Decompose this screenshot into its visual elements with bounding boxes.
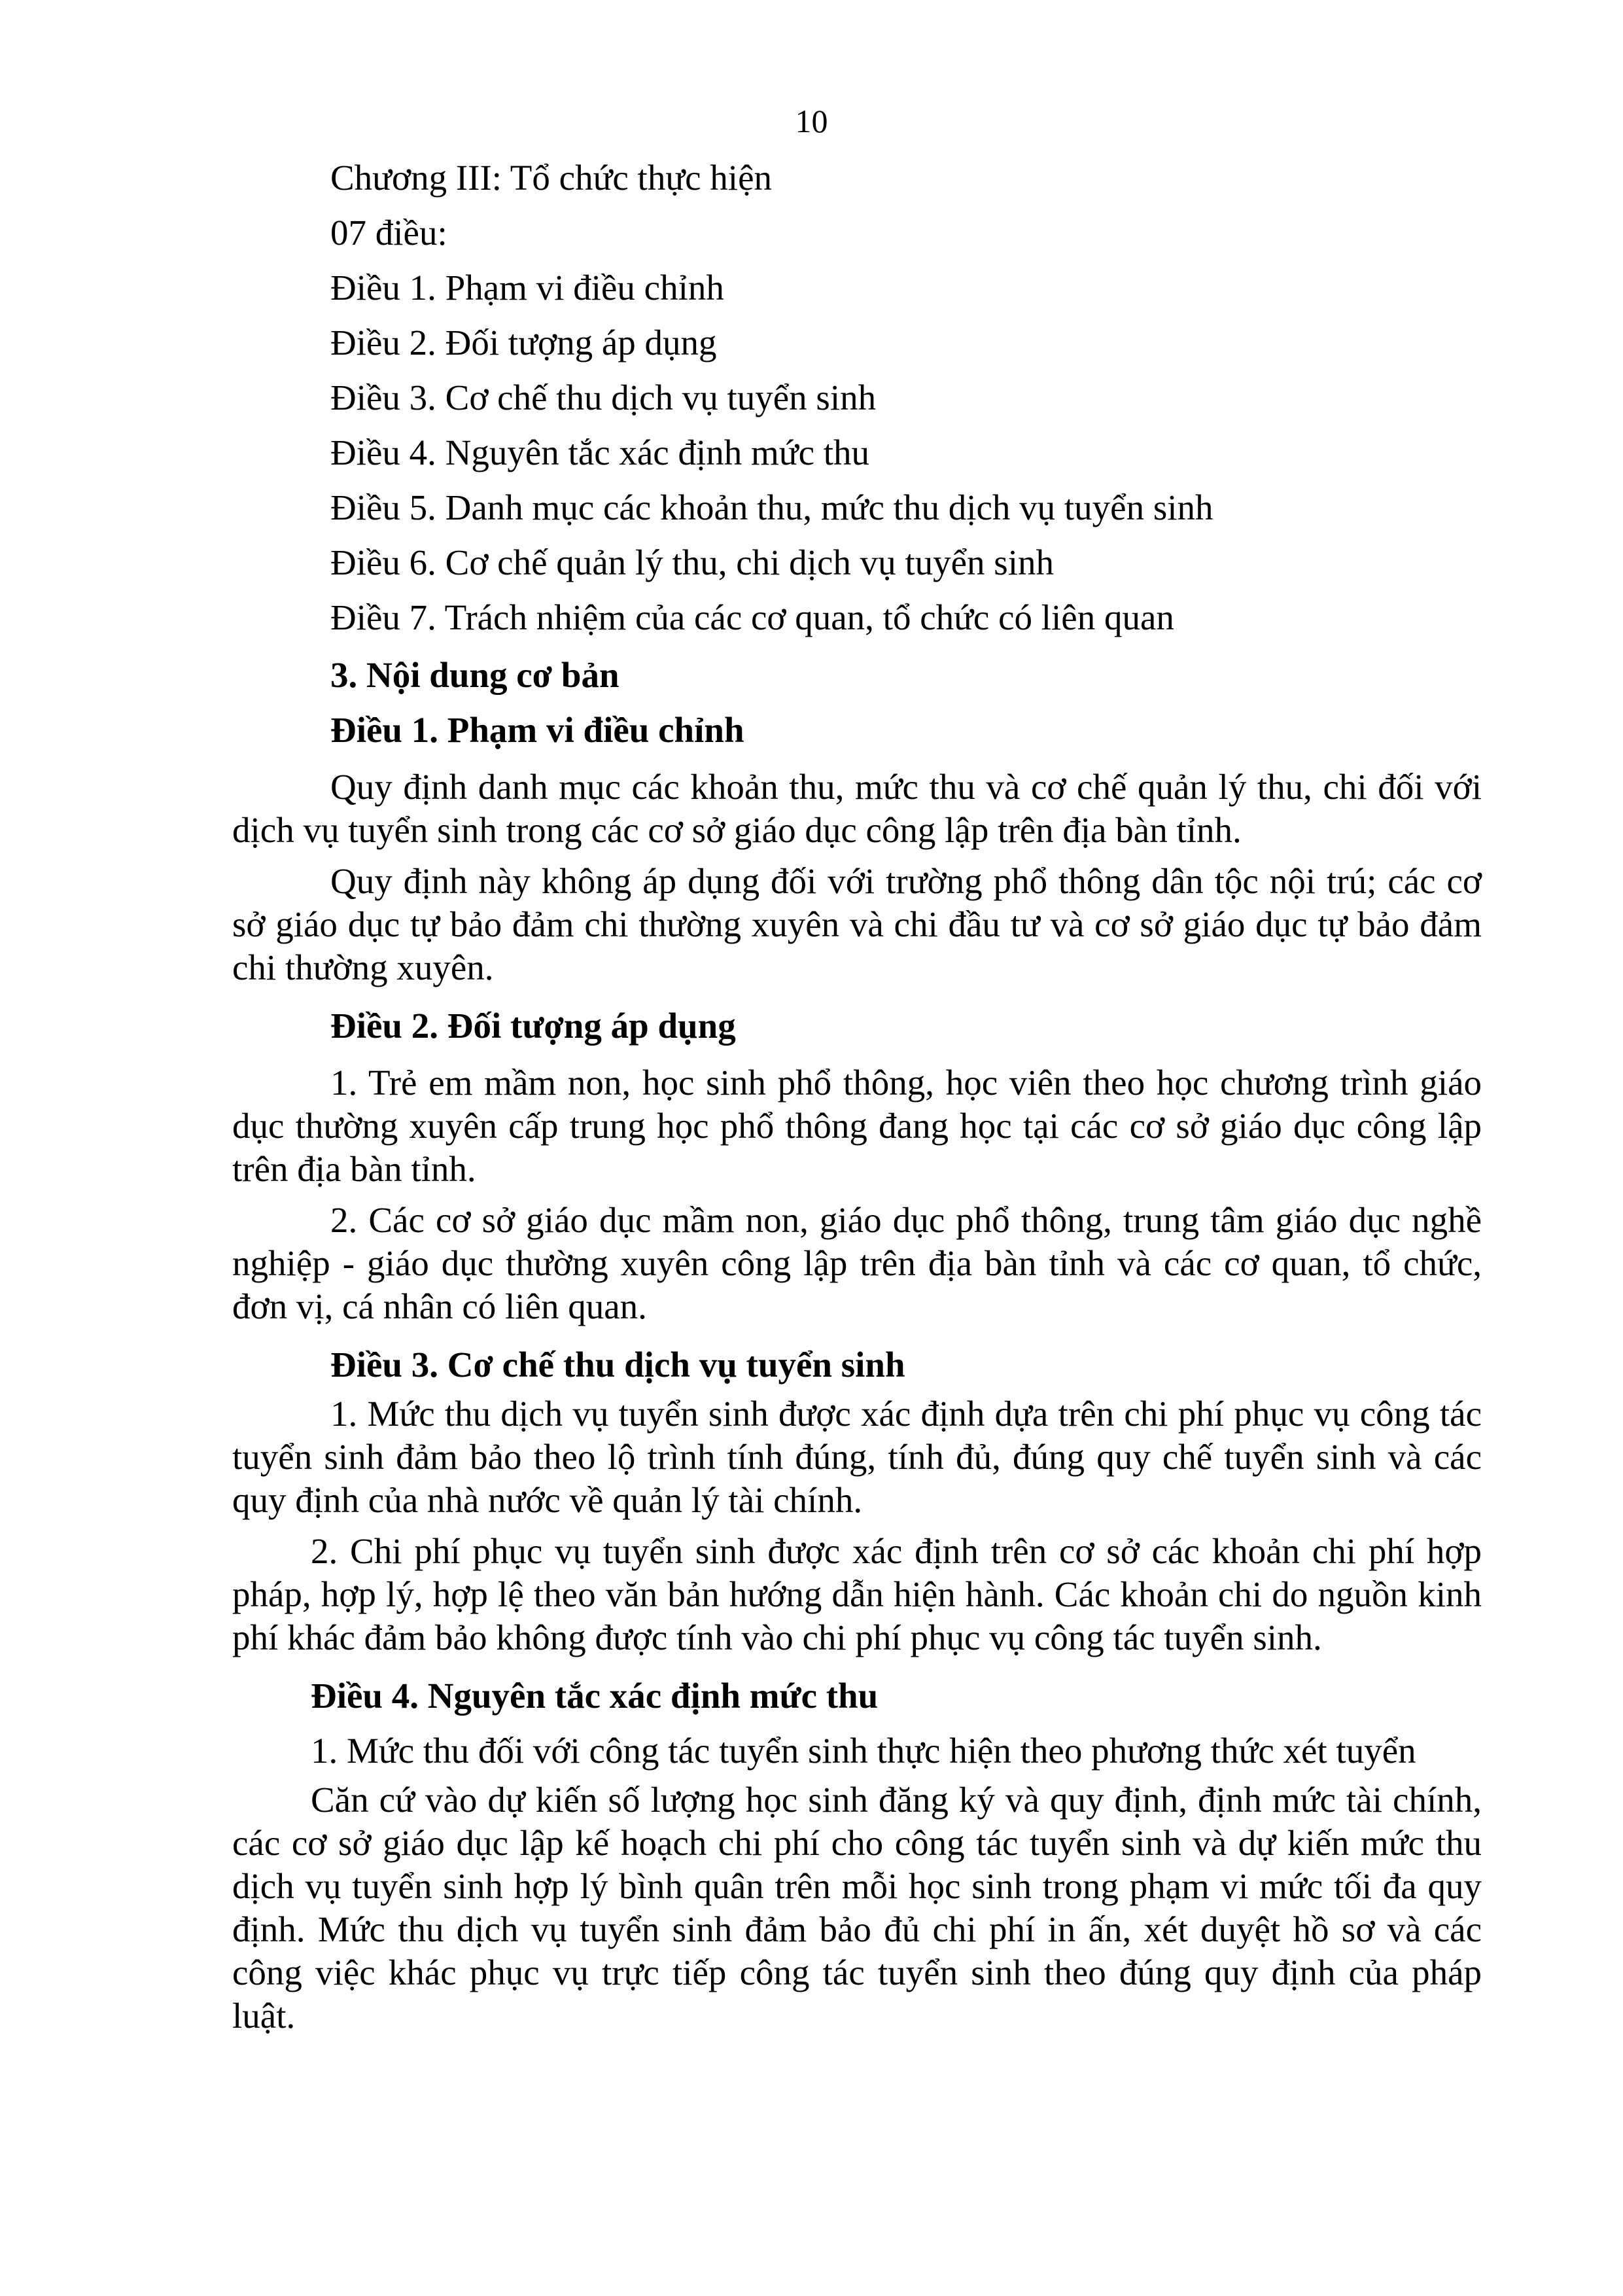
paragraph: 2. Các cơ sở giáo dục mầm non, giáo dục phổ thông, trung tâm giáo dục nghề nghiệp - giáo dục thường xuyên công lập trên địa bàn tỉnh và các cơ quan, tổ chức, đơn vị, cá nhân có liên quan. (232, 1200, 1482, 1326)
article-list-item: Điều 1. Phạm vi điều chỉnh (330, 268, 724, 308)
article-4 (232, 1669, 1482, 2038)
chapter-line: Chương III: Tổ chức thực hiện (330, 158, 772, 198)
paragraph: 2. Chi phí phục vụ tuyển sinh được xác định trên cơ sở các khoản chi phí hợp pháp, hợp lý, hợp lệ theo văn bản hướng dẫn hiện hành. Các khoản chi do nguồn kinh phí khác đảm bảo không được tính vào chi phí phục vụ công tác tuyển sinh. (232, 1531, 1482, 1657)
paragraph: Quy định danh mục các khoản thu, mức thu và cơ chế quản lý thu, chi đối với dịch vụ tuyển sinh trong các cơ sở giáo dục công lập trên địa bàn tỉnh. (232, 767, 1482, 850)
paragraph: 1. Trẻ em mầm non, học sinh phổ thông, học viên theo học chương trình giáo dục thường xuyên cấp trung học phổ thông đang học tại các cơ sở giáo dục công lập trên địa bàn tỉnh. (232, 1063, 1482, 1189)
article-2 (232, 998, 1482, 1328)
article-list-item: Điều 4. Nguyên tắc xác định mức thu (330, 433, 870, 472)
paragraph: 1. Mức thu đối với công tác tuyển sinh thực hiện theo phương thức xét tuyển (311, 1731, 1416, 1771)
article-heading: Điều 2. Đối tượng áp dụng (330, 1006, 736, 1046)
section-heading: 3. Nội dung cơ bản (330, 655, 620, 695)
article-list-item: Điều 3. Cơ chế thu dịch vụ tuyển sinh (330, 378, 877, 417)
article-list-item: Điều 6. Cơ chế quản lý thu, chi dịch vụ tuyển sinh (330, 542, 1054, 582)
article-heading: Điều 3. Cơ chế thu dịch vụ tuyển sinh (330, 1345, 905, 1385)
article-heading: Điều 4. Nguyên tắc xác định mức thu (311, 1676, 879, 1716)
article-list (232, 260, 1482, 645)
article-count: 07 điều: (330, 213, 447, 253)
article-list-item: Điều 5. Danh mục các khoản thu, mức thu dịch vụ tuyển sinh (330, 487, 1213, 527)
article-list-item: Điều 2. Đối tượng áp dụng (330, 323, 717, 362)
article-3 (232, 1337, 1482, 1659)
article-1 (232, 703, 1482, 989)
article-heading: Điều 1. Phạm vi điều chỉnh (330, 710, 744, 750)
paragraph: 1. Mức thu dịch vụ tuyển sinh được xác định dựa trên chi phí phục vụ công tác tuyển sinh đảm bảo theo lộ trình tính đúng, tính đủ, đúng quy chế tuyển sinh và các quy định của nhà nước về quản lý tài chính. (232, 1394, 1482, 1520)
document-body (232, 150, 1482, 2038)
page-number: 10 (795, 103, 828, 139)
article-list-item: Điều 7. Trách nhiệm của các cơ quan, tổ chức có liên quan (330, 597, 1174, 637)
paragraph: Quy định này không áp dụng đối với trường phổ thông dân tộc nội trú; các cơ sở giáo dục tự bảo đảm chi thường xuyên và chi đầu tư và cơ sở giáo dục tự bảo đảm chi thường xuyên. (232, 861, 1482, 987)
paragraph: Căn cứ vào dự kiến số lượng học sinh đăng ký và quy định, định mức tài chính, các cơ sở giáo dục lập kế hoạch chi phí cho công tác tuyển sinh và dự kiến mức thu dịch vụ tuyển sinh hợp lý bình quân trên mỗi học sinh trong phạm vi mức tối đa quy định. Mức thu dịch vụ tuyển sinh đảm bảo đủ chi phí in ấn, xét duyệt hồ sơ và các công việc khác phục vụ trực tiếp công tác tuyển sinh theo đúng quy định của pháp luật. (232, 1780, 1482, 2036)
